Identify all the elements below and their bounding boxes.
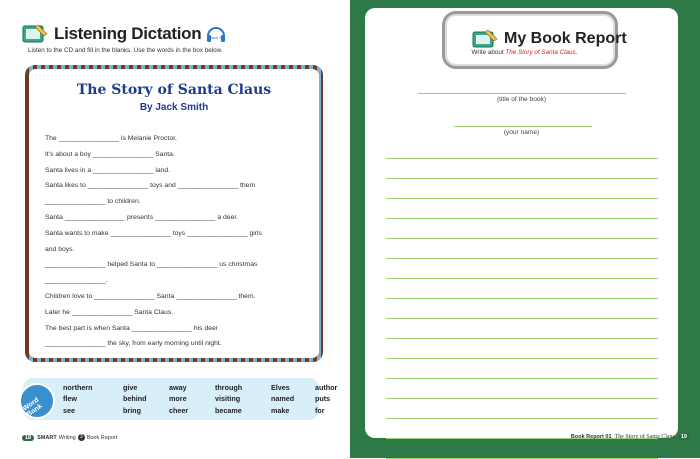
unit-number: 3 [78, 434, 85, 441]
writing-line[interactable] [386, 218, 658, 219]
story-box [25, 65, 323, 362]
story-line: Santa ________________ presents ________________ a deer. [45, 213, 239, 221]
word-bank-word: bring [123, 405, 141, 415]
word-bank-word: through [215, 383, 243, 392]
word-bank-word: behind [123, 394, 147, 404]
writing-line[interactable] [386, 178, 658, 179]
story-author: By Jack Smith [139, 102, 209, 113]
word-bank-word: away [169, 383, 187, 392]
report-sheet [365, 8, 678, 438]
story-line: ________________. [45, 277, 108, 285]
right-page [350, 0, 700, 458]
word-bank-word: Elves [271, 383, 290, 392]
writing-line[interactable] [386, 378, 658, 379]
right-footer [571, 434, 693, 440]
name-field[interactable] [454, 126, 592, 127]
story-line: It's about a boy ________________ Santa. [45, 150, 175, 158]
word-bank-word: see [63, 405, 75, 415]
listening-dictation-header [22, 22, 227, 46]
story-line: Santa likes to ________________ toys and ________________ them [45, 182, 256, 190]
book-title-field[interactable] [418, 93, 626, 94]
section-name: Book Report [86, 434, 118, 441]
story-line: The ________________ is Melanie Proctor. [45, 135, 177, 142]
word-bank-word: became [215, 405, 242, 415]
writing-line[interactable] [386, 238, 658, 239]
word-bank-word: named [271, 394, 295, 404]
writing-line[interactable] [386, 418, 658, 419]
story-title: The Story of Santa Claus [76, 82, 272, 98]
subject-name: Writing [58, 434, 76, 441]
word-bank-label: Word Bank [21, 396, 44, 419]
word-bank-word: flew [63, 394, 77, 404]
book-report-header [472, 29, 627, 49]
story-line: Later he ________________ Santa Claus. [45, 308, 174, 316]
left-page [0, 0, 350, 458]
word-bank-badge [19, 383, 55, 419]
writing-line[interactable] [386, 318, 658, 319]
word-bank-word: cheer [169, 405, 189, 415]
left-footer [22, 434, 117, 441]
book-icon [22, 23, 48, 45]
section-title: Listening Dictation [54, 24, 202, 43]
story-line: Santa wants to make ________________ toys ________________ girls [45, 229, 262, 237]
writing-line[interactable] [386, 198, 658, 199]
word-bank-word: more [169, 394, 187, 404]
word-bank-word: make [271, 405, 290, 415]
footer-label: Book Report 01 [570, 434, 612, 440]
word-bank-word: northern [63, 383, 93, 392]
report-subtitle-book: The Story of Santa Claus. [505, 49, 578, 56]
story-line: The best part is when Santa ________________ his deer [45, 324, 219, 332]
word-bank-word: author [315, 383, 338, 392]
story-line: ________________ to children. [45, 198, 141, 206]
story-line: ________________ helped Santa to ________________ us christmas [45, 261, 258, 269]
story-line: Santa lives in a ________________ land. [45, 166, 171, 174]
report-subtitle [365, 49, 678, 56]
page-number: 18 [22, 435, 34, 441]
word-bank [21, 378, 338, 420]
story-text [45, 131, 315, 352]
book-title-label: (title of the book) [496, 96, 547, 103]
cd-track-icon [205, 23, 227, 45]
cd-track-label: Track 04 [208, 35, 225, 40]
writing-line[interactable] [386, 358, 658, 359]
writing-line[interactable] [386, 258, 658, 259]
word-bank-grid [63, 383, 355, 416]
series-name: SMART [37, 434, 57, 441]
report-title: My Book Report [504, 30, 627, 47]
page-number: 19 [678, 434, 690, 440]
instructions: Listen to the CD and fill in the blanks. Use the words in the box below. [28, 47, 223, 54]
story-line: Children love to ________________ Santa ________________ them. [45, 292, 256, 300]
book-icon [472, 29, 498, 49]
writing-line[interactable] [386, 158, 658, 159]
footer-story: The Story of Santa Claus [614, 434, 675, 440]
word-bank-word: for [315, 405, 325, 415]
word-bank-word: visiting [215, 394, 241, 404]
word-bank-word: give [123, 383, 138, 392]
story-line: and boys. [45, 245, 75, 253]
story-line: ________________ the sky, from early morning until night. [45, 340, 222, 348]
writing-line[interactable] [386, 298, 658, 299]
writing-line[interactable] [386, 338, 658, 339]
report-subtitle-prefix: Write about [471, 49, 506, 56]
writing-line[interactable] [386, 398, 658, 399]
word-bank-word: puts [315, 394, 331, 404]
name-label: (your name) [503, 129, 540, 136]
writing-line[interactable] [386, 278, 658, 279]
